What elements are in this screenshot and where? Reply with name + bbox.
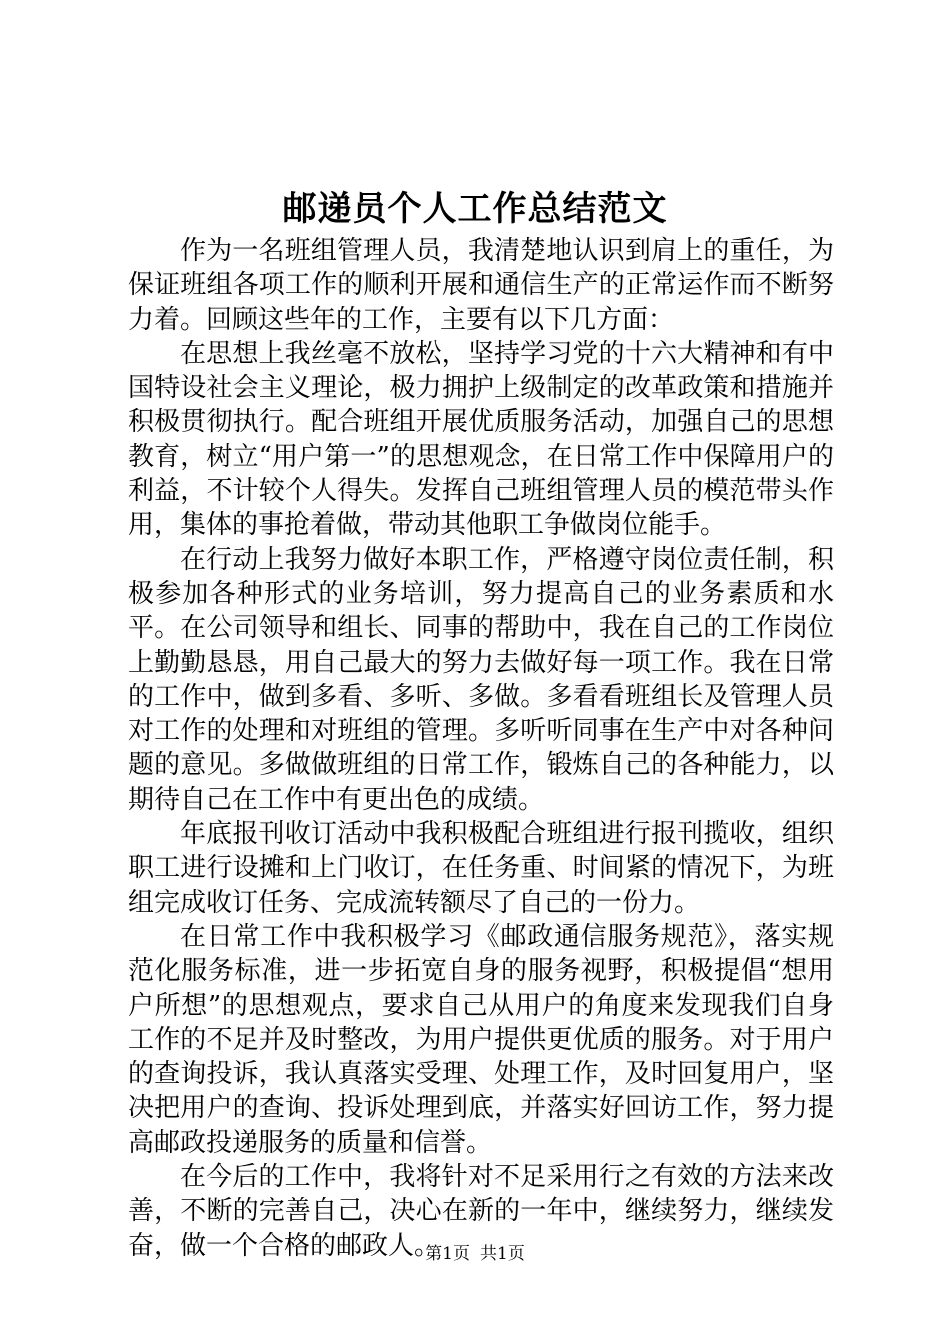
page-footer — [0, 1242, 950, 1266]
page-number: 第1页 — [425, 1244, 470, 1264]
paragraph-service: 在日常工作中我积极学习《邮政通信服务规范》，落实规范化服务标准，进一步拓宽自身的服务视野，积极提倡“想用户所想”的思想观点，要求自己从用户的角度来发现我们自身工作的不足并及时整改，为用户提供更优质的服务。对于用户的查询投诉，我认真落实受理、处理工作，及时回复用户，坚决把用户的查询、投诉处理到底，并落实好回访工作，努力提高邮政投递服务的质量和信誉。 — [128, 921, 834, 1158]
page-total: 共1页 — [480, 1244, 525, 1264]
paragraph-intro: 作为一名班组管理人员，我清楚地认识到肩上的重任，为保证班组各项工作的顺利开展和通信生产的正常运作而不断努力着。回顾这些年的工作，主要有以下几方面： — [128, 236, 834, 335]
document-body — [128, 234, 834, 1263]
paragraph-thought: 在思想上我丝毫不放松，坚持学习党的十六大精神和有中国特设社会主义理论，极力拥护上级制定的改革政策和措施并积极贯彻执行。配合班组开展优质服务活动，加强自己的思想教育，树立“用户第一”的思想观念，在日常工作中保障用户的利益，不计较个人得失。发挥自己班组管理人员的模范带头作用，集体的事抢着做，带动其他职工争做岗位能手。 — [128, 338, 834, 541]
document-title: 邮递员个人工作总结范文 — [282, 189, 668, 229]
paragraph-subscription: 年底报刊收订活动中我积极配合班组进行报刊揽收，组织职工进行设摊和上门收订，在任务重、时间紧的情况下，为班组完成收订任务、完成流转额尽了自己的一份力。 — [128, 819, 834, 918]
paragraph-action: 在行动上我努力做好本职工作，严格遵守岗位责任制，积极参加各种形式的业务培训，努力提高自己的业务素质和水平。在公司领导和组长、同事的帮助中，我在自己的工作岗位上勤勤恳恳，用自己最大的努力去做好每一项工作。我在日常的工作中，做到多看、多听、多做。多看看班组长及管理人员对工作的处理和对班组的管理。多听听同事在生产中对各种问题的意见。多做做班组的日常工作，锻炼自己的各种能力，以期待自己在工作中有更出色的成绩。 — [128, 544, 834, 815]
paragraph-conclusion: 在今后的工作中，我将针对不足采用行之有效的方法来改善，不断的完善自己，决心在新的一年中，继续努力，继续发奋，做一个合格的邮政人。 — [128, 1162, 834, 1261]
